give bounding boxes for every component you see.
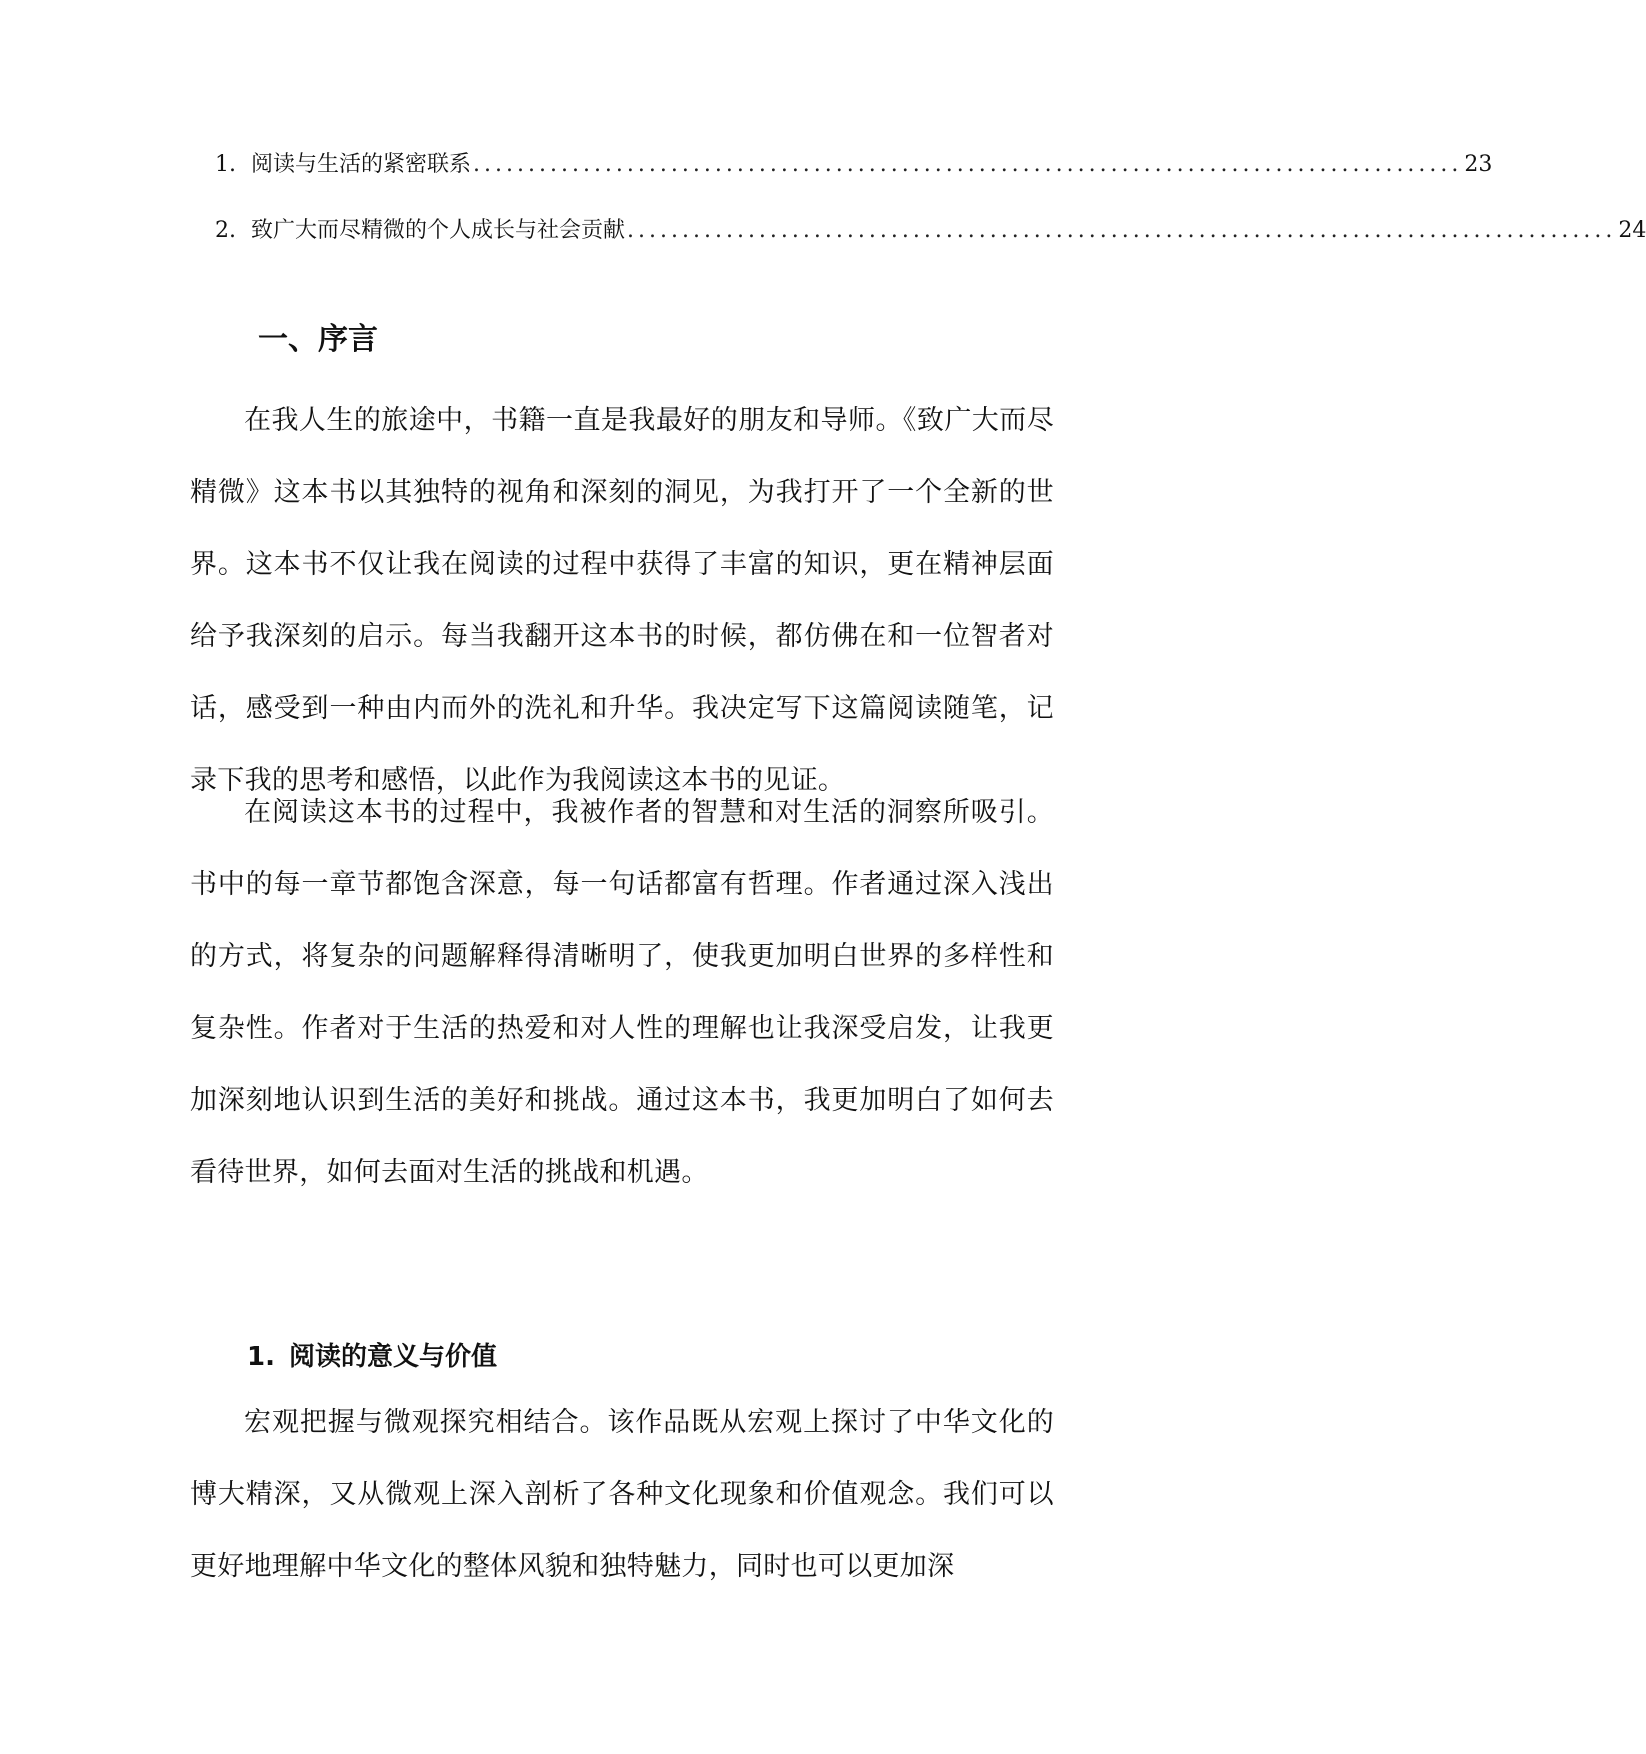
toc-entry-number: 2. (215, 218, 236, 243)
toc-entry-title: 阅读与生活的紧密联系 (251, 152, 472, 177)
section-heading: 一、序言 (258, 322, 378, 357)
toc-entry-number: 1. (215, 152, 236, 177)
toc-entry[interactable] (215, 216, 1646, 282)
toc-dot-leader: .......................................................................................... (627, 218, 1617, 243)
toc-entry[interactable] (215, 150, 1493, 216)
body-paragraph: 宏观把握与微观探究相结合。该作品既从宏观上探讨了中华文化的博大精深，又从微观上深入剖析了各种文化现象和价值观念。我们可以更好地理解中华文化的整体风貌和独特魅力，同时也可以更加深 (190, 1407, 1054, 1582)
toc-entry-page: 23 (1464, 152, 1493, 177)
body-paragraph: 在阅读这本书的过程中，我被作者的智慧和对生活的洞察所吸引。书中的每一章节都饱含深意，每一句话都富有哲理。作者通过深入浅出的方式，将复杂的问题解释得清晰明了，使我更加明白世界的多样性和复杂性。作者对于生活的热爱和对人性的理解也让我深受启发，让我更加深刻地认识到生活的美好和挑战。通过这本书，我更加明白了如何去看待世界，如何去面对生活的挑战和机遇。 (190, 797, 1054, 1188)
body-paragraph: 在我人生的旅途中，书籍一直是我最好的朋友和导师。《致广大而尽精微》这本书以其独特的视角和深刻的洞见，为我打开了一个全新的世界。这本书不仅让我在阅读的过程中获得了丰富的知识，更在精神层面给予我深刻的启示。每当我翻开这本书的时候，都仿佛在和一位智者对话，感受到一种由内而外的洗礼和升华。我决定写下这篇阅读随笔，记录下我的思考和感悟，以此作为我阅读这本书的见证。 (190, 405, 1054, 796)
toc-entry-title: 致广大而尽精微的个人成长与社会贡献 (251, 218, 626, 243)
subsection-number: 1. (247, 1342, 275, 1372)
toc-dot-leader: .......................................................................................... (473, 152, 1463, 177)
subsection-title: 阅读的意义与价值 (289, 1342, 498, 1372)
table-of-contents (215, 150, 1646, 282)
subsection-heading (247, 1340, 497, 1374)
toc-entry-page: 24 (1618, 218, 1646, 243)
